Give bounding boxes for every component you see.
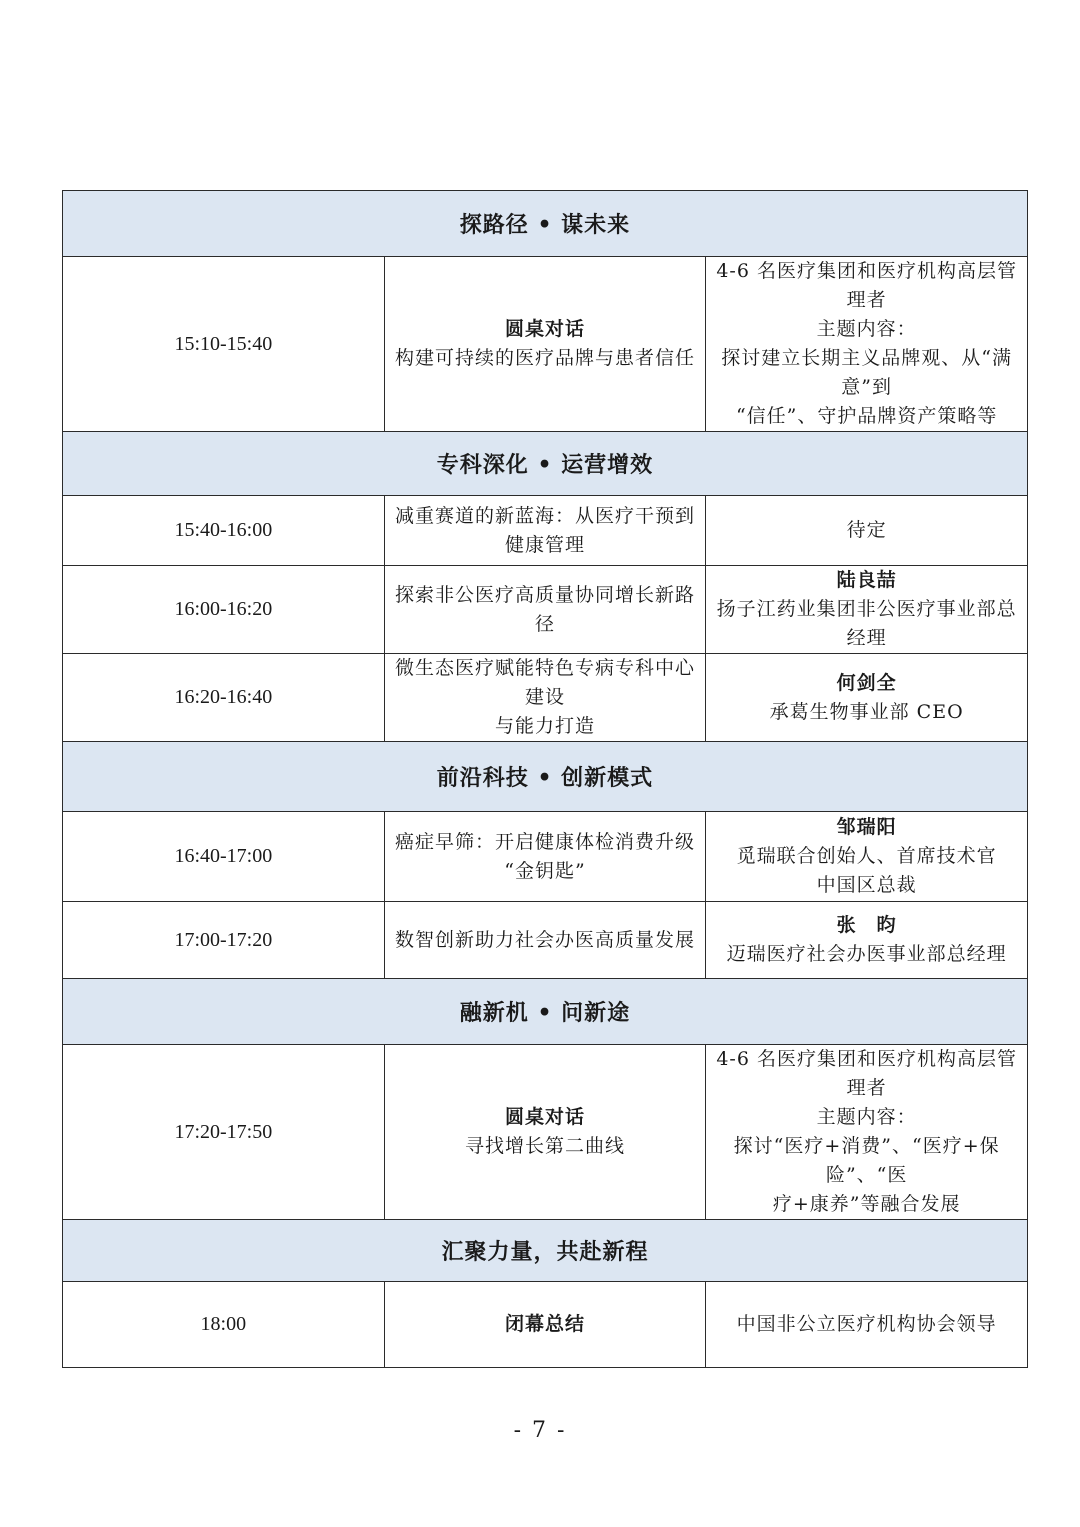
topic-line: 减重赛道的新蓝海：从医疗干预到 — [394, 504, 695, 527]
speaker-line: 主题内容： — [816, 1106, 917, 1128]
session-topic — [384, 654, 706, 742]
session-time: 17:20-17:50 — [63, 1045, 385, 1220]
session-speaker — [706, 902, 1028, 979]
speaker-line: 张 昀 — [836, 914, 897, 936]
speaker-line: 中国区总裁 — [816, 874, 917, 896]
speaker-line: 4-6 名医疗集团和医疗机构高层管理者 — [716, 1048, 1017, 1099]
agenda-row — [63, 812, 1028, 902]
session-time: 16:00-16:20 — [63, 566, 385, 654]
section-title: 融新机 • 问新途 — [63, 979, 1028, 1045]
speaker-line: 探讨“医疗+消费”、“医疗+保险”、“医 — [733, 1135, 1000, 1186]
speaker-line: 探讨建立长期主义品牌观、从“满意”到 — [721, 347, 1013, 398]
section-header-row — [63, 191, 1028, 257]
speaker-line: 待定 — [846, 519, 887, 541]
session-topic — [384, 902, 706, 979]
agenda-table — [62, 190, 1028, 1368]
section-title: 汇聚力量，共赴新程 — [63, 1220, 1028, 1282]
speaker-line: “信任”、守护品牌资产策略等 — [735, 405, 998, 427]
speaker-line: 陆良喆 — [836, 569, 897, 591]
agenda-row — [63, 496, 1028, 566]
agenda-row — [63, 1045, 1028, 1220]
topic-line: 探索非公医疗高质量协同增长新路径 — [394, 583, 695, 635]
page-number: - 7 - — [513, 1418, 567, 1443]
speaker-line: 觅瑞联合创始人、首席技术官 — [736, 845, 997, 867]
session-topic — [384, 566, 706, 654]
speaker-line: 承葛生物事业部 CEO — [769, 700, 964, 723]
section-header-row — [63, 742, 1028, 812]
session-time: 16:20-16:40 — [63, 654, 385, 742]
agenda-row — [63, 257, 1028, 432]
session-topic — [384, 257, 706, 432]
session-speaker — [706, 1282, 1028, 1368]
session-time: 17:00-17:20 — [63, 902, 385, 979]
session-topic — [384, 1045, 706, 1220]
session-speaker — [706, 654, 1028, 742]
session-time: 16:40-17:00 — [63, 812, 385, 902]
speaker-line: 中国非公立医疗机构协会领导 — [736, 1313, 997, 1335]
session-time: 15:10-15:40 — [63, 257, 385, 432]
session-time: 15:40-16:00 — [63, 496, 385, 566]
section-header-row — [63, 1220, 1028, 1282]
speaker-line: 迈瑞医疗社会办医事业部总经理 — [726, 943, 1007, 965]
section-header-row — [63, 979, 1028, 1045]
topic-line: 与能力打造 — [494, 715, 595, 737]
topic-line: 健康管理 — [504, 533, 585, 556]
session-speaker — [706, 1045, 1028, 1220]
topic-line: 圆桌对话 — [504, 1106, 585, 1128]
topic-line: 构建可持续的医疗品牌与患者信任 — [394, 347, 695, 369]
topic-line: 闭幕总结 — [504, 1313, 585, 1335]
speaker-line: 主题内容： — [816, 318, 917, 340]
session-speaker — [706, 496, 1028, 566]
topic-line: 圆桌对话 — [504, 318, 585, 340]
section-title: 专科深化 • 运营增效 — [63, 432, 1028, 496]
section-title: 探路径 • 谋未来 — [63, 191, 1028, 257]
session-speaker — [706, 257, 1028, 432]
speaker-line: 疗+康养”等融合发展 — [772, 1193, 961, 1215]
topic-line: “金钥匙” — [504, 859, 586, 882]
speaker-line: 邹瑞阳 — [836, 816, 897, 838]
topic-line: 癌症早筛：开启健康体检消费升级 — [394, 830, 695, 853]
session-topic — [384, 1282, 706, 1368]
agenda-row — [63, 566, 1028, 654]
topic-line: 数智创新助力社会办医高质量发展 — [394, 928, 695, 951]
section-header-row — [63, 432, 1028, 496]
topic-line: 寻找增长第二曲线 — [464, 1135, 625, 1157]
session-speaker — [706, 812, 1028, 902]
agenda-row — [63, 902, 1028, 979]
agenda-row — [63, 1282, 1028, 1368]
section-title: 前沿科技 • 创新模式 — [63, 742, 1028, 812]
session-time: 18:00 — [63, 1282, 385, 1368]
session-topic — [384, 496, 706, 566]
speaker-line: 4-6 名医疗集团和医疗机构高层管理者 — [716, 260, 1017, 311]
session-speaker — [706, 566, 1028, 654]
session-topic — [384, 812, 706, 902]
speaker-line: 扬子江药业集团非公医疗事业部总经理 — [716, 598, 1017, 649]
speaker-line: 何剑全 — [836, 671, 897, 694]
topic-line: 微生态医疗赋能特色专病专科中心建设 — [394, 657, 695, 708]
agenda-row — [63, 654, 1028, 742]
